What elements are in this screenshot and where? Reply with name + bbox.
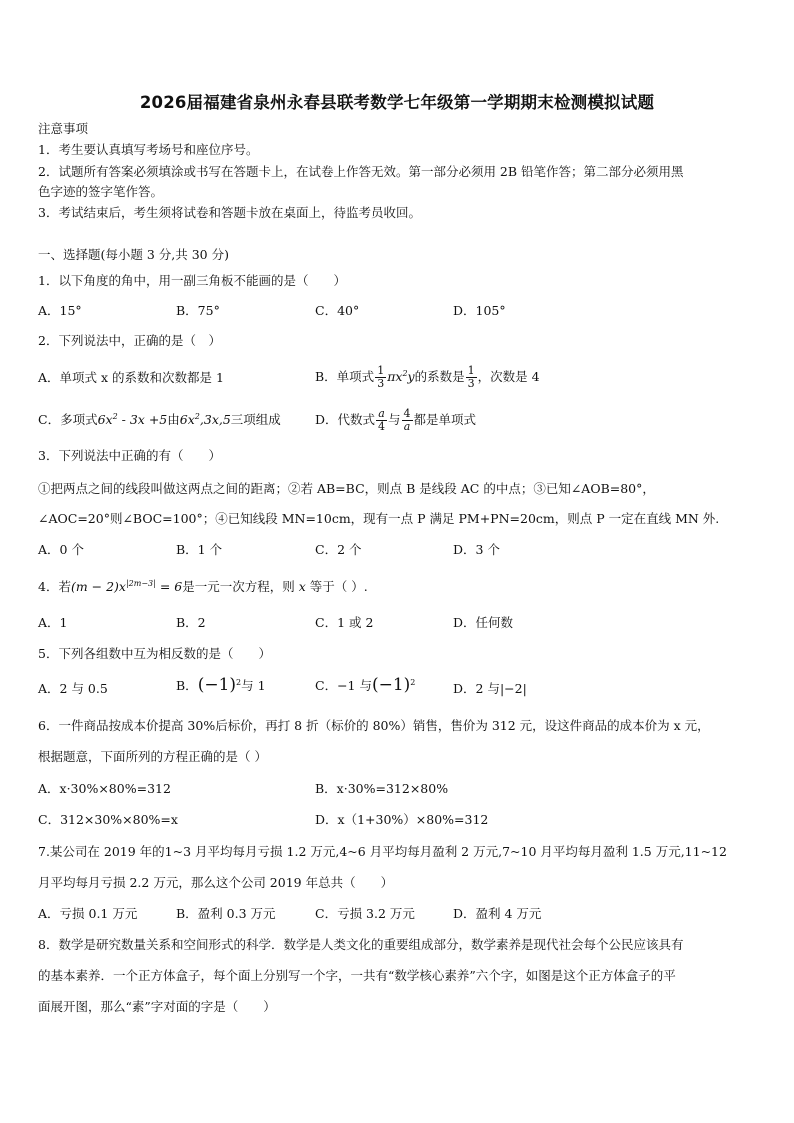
q7-option-a: A．亏损 0.1 万元 <box>38 906 138 921</box>
q6-option-d: D．x（1+30%）×80%=312 <box>315 812 489 827</box>
q5-stem: 5．下列各组数中互为相反数的是（ ） <box>38 646 271 661</box>
q2-option-a: A．单项式 x 的系数和次数都是 1 <box>38 370 224 385</box>
q2-option-c: C．多项式$6x^2 - 3x +5$由$6x^2,3x,5$三项组成 <box>38 411 281 427</box>
q1-option-c: C．40° <box>315 303 360 318</box>
q2-stem: 2．下列说法中，正确的是（ ） <box>38 333 221 348</box>
q6-option-a: A．x·30%×80%=312 <box>38 781 171 796</box>
q1-option-a: A．15° <box>38 303 82 318</box>
q4-option-a: A．1 <box>38 615 68 630</box>
q3-option-a: A．0 个 <box>38 542 84 557</box>
notice-2: 2．试题所有答案必须填涂或书写在答题卡上，在试卷上作答无效。第一部分必须用 2B 铅笔作答；第二部分必须用黑 <box>38 164 684 179</box>
q8-stem-line2: 的基本素养．一个正方体盒子，每个面上分别写一个字，一共有“数学核心素养”六个字，如图是这个正方体盒子的平 <box>38 968 676 983</box>
q3-statement-line1: ①把两点之间的线段叫做这两点之间的距离；②若 AB=BC，则点 B 是线段 AC 的中点；③已知∠AOB=80°， <box>38 481 655 496</box>
q4-option-c: C．1 或 2 <box>315 615 374 630</box>
q8-stem-line3: 面展开图，那么“素”字对面的字是（ ） <box>38 999 276 1014</box>
q5-option-a: A．2 与 0.5 <box>38 681 108 696</box>
q3-option-c: C．2 个 <box>315 542 362 557</box>
q1-option-d: D．105° <box>453 303 506 318</box>
notice-1: 1．考生要认真填写考场号和座位序号。 <box>38 142 259 157</box>
q3-statement-line2: ∠AOC=20°则∠BOC=100°；④已知线段 MN=10cm，现有一点 P 满足 PM+PN=20cm，则点 P 一定在直线 MN 外. <box>38 511 720 526</box>
page-title: 2026届福建省泉州永春县联考数学七年级第一学期期末检测模拟试题 <box>139 93 655 112</box>
notice-heading: 注意事项 <box>38 121 89 136</box>
q1-stem: 1．以下角度的角中，用一副三角板不能画的是（ ） <box>38 273 346 288</box>
q3-option-b: B．1 个 <box>176 542 223 557</box>
q7-stem-line2: 月平均每月亏损 2.2 万元，那么这个公司 2019 年总共（ ） <box>38 875 394 890</box>
q8-stem-line1: 8．数学是研究数量关系和空间形式的科学．数学是人类文化的重要组成部分，数学素养是现代社会每个公民应该具有 <box>38 937 684 952</box>
q6-option-c: C．312×30%×80%=x <box>38 812 178 827</box>
q7-option-c: C．亏损 3.2 万元 <box>315 906 415 921</box>
q4-option-d: D．任何数 <box>453 615 514 630</box>
q6-stem-line2: 根据题意，下面所列的方程正确的是（ ） <box>38 749 267 764</box>
q6-option-b: B．x·30%=312×80% <box>315 781 449 796</box>
q3-stem: 3．下列说法中正确的有（ ） <box>38 448 221 463</box>
q5-option-d: D．2 与|−2| <box>453 681 527 696</box>
q2-option-d: D．代数式 $\frac{a}{4}$ 与 $\frac{4}{a}$ 都是单项式 <box>315 407 477 433</box>
notice-3: 3．考试结束后，考生须将试卷和答题卡放在桌面上，待监考员收回。 <box>38 205 421 220</box>
fraction-one-third: $\frac{1}{3}$ <box>467 364 475 390</box>
q1-option-b: B．75° <box>176 303 220 318</box>
notice-2-cont: 色字迹的签字笔作答。 <box>38 184 164 199</box>
q5-option-c: C．−1 与$(-1)^2$ <box>315 675 416 695</box>
fraction-one-third: $\frac{1}{3}$ <box>377 364 385 390</box>
q2-option-b: B．单项式 $\frac{1}{3}$ $\pi x^2y$的系数是 $\frac{1}{3}$ ，次数是 4 <box>315 364 540 390</box>
q3-option-d: D．3 个 <box>453 542 500 557</box>
section-heading: 一、选择题(每小题 3 分,共 30 分) <box>38 247 229 262</box>
q7-option-d: D．盈利 4 万元 <box>453 906 542 921</box>
q6-stem-line1: 6．一件商品按成本价提高 30%后标价，再打 8 折（标价的 80%）销售，售价为 312 元，设这件商品的成本价为 x 元， <box>38 718 710 733</box>
q5-option-b: B．$(-1)^2$与 1 <box>176 675 266 695</box>
q7-option-b: B．盈利 0.3 万元 <box>176 906 276 921</box>
q7-stem-line1: 7.某公司在 2019 年的1~3 月平均每月亏损 1.2 万元,4~6 月平均每月盈利 2 万元,7~10 月平均每月盈利 1.5 万元,11~12 <box>38 844 727 859</box>
q4-stem: 4．若$(m - 2)x^{|2m-3|} = 6$是一元一次方程，则 x 等于（ ）. <box>38 578 368 594</box>
q4-option-b: B．2 <box>176 615 206 630</box>
